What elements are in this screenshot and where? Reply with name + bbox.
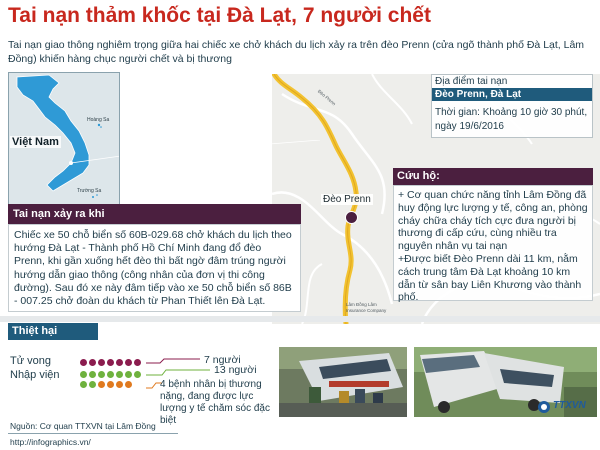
hospital-dot bbox=[107, 381, 114, 388]
death-dot bbox=[134, 359, 141, 366]
accident-photo-1 bbox=[279, 347, 407, 417]
inset-label-hoang-sa: Hoàng Sa bbox=[87, 117, 110, 123]
injury-note: 4 bệnh nhân bị thương nặng, đang được lực lượng y tế chăm sóc đặc biệt bbox=[160, 379, 270, 426]
damage-heading: Thiệt hại bbox=[8, 323, 98, 340]
section-divider bbox=[0, 316, 600, 322]
source-text: Nguồn: Cơ quan TTXVN tại Lâm Đồng bbox=[10, 421, 156, 431]
hospital-dot bbox=[89, 371, 96, 378]
death-dot bbox=[116, 359, 123, 366]
hospital-dot bbox=[107, 371, 114, 378]
hospital-dot bbox=[125, 371, 132, 378]
hotel-label: Lâm Đồng Lâm Insurance Company bbox=[346, 302, 387, 313]
hospital-bracket bbox=[146, 366, 210, 376]
hospital-dot bbox=[125, 381, 132, 388]
hospital-dot bbox=[98, 371, 105, 378]
pin-label: Đèo Prenn bbox=[323, 194, 371, 205]
death-dot bbox=[107, 359, 114, 366]
country-label: Việt Nam bbox=[12, 136, 59, 148]
death-dots bbox=[80, 359, 140, 367]
death-dot bbox=[98, 359, 105, 366]
damage-value-hospital: 13 người bbox=[214, 364, 257, 376]
death-bracket bbox=[146, 358, 200, 364]
death-dot bbox=[80, 359, 87, 366]
location-box bbox=[431, 74, 593, 138]
death-dot bbox=[89, 359, 96, 366]
hospital-dot bbox=[98, 381, 105, 388]
damage-label-deaths: Tử vong bbox=[10, 355, 51, 367]
rescue-text: + Cơ quan chức năng tỉnh Lâm Đồng đã huy động lực lượng y tế, công an, phòng cháy chữa cháy tích cực đưa người bị thương đi cấp cứu, cùng nhiều tra nguyên nhân vụ tai nạn +Được biết Đèo Prenn dài 11 km, nằm cách trung tâm Đà Lạt khoảng 10 km dẫn từ sân bay Liên Khương vào thành phố. bbox=[393, 185, 593, 301]
ttxvn-emblem-icon bbox=[537, 400, 551, 414]
hospital-dot bbox=[134, 371, 141, 378]
hospital-dot bbox=[116, 381, 123, 388]
accident-heading: Tai nạn xảy ra khi bbox=[8, 204, 301, 224]
road-label-deo-prenn: Đèo Prenn bbox=[316, 88, 337, 107]
location-place: Đèo Prenn, Đà Lạt bbox=[432, 88, 592, 101]
damage-label-hospital: Nhập viện bbox=[10, 369, 60, 381]
locator-line bbox=[120, 140, 320, 180]
rescue-heading: Cứu hộ: bbox=[393, 168, 593, 185]
hospital-dot bbox=[89, 381, 96, 388]
source-url[interactable]: http://infographics.vn/ bbox=[10, 437, 91, 447]
footer-divider bbox=[8, 433, 178, 434]
location-time: Thời gian: Khoảng 10 giờ 30 phút, ngày 19/6/2016 bbox=[435, 107, 588, 132]
location-pin-icon bbox=[345, 211, 358, 224]
page-title: Tai nạn thảm khốc tại Đà Lạt, 7 người chết bbox=[8, 4, 431, 27]
hospital-dot bbox=[116, 371, 123, 378]
page-subtitle: Tai nạn giao thông nghiêm trọng giữa hai chiếc xe chở khách du lịch xảy ra trên đèo Prenn (cửa ngõ thành phố Đà Lạt, Lâm Đồng) khiến hàng chục người chết và bị thương bbox=[8, 39, 585, 65]
ttxvn-logo: TTXVN bbox=[537, 400, 595, 414]
accident-text: Chiếc xe 50 chỗ biển số 60B-029.68 chở khách du lịch theo hướng Đà Lạt - Thành phố Hồ Chí Minh đang đổ đèo Prenn, khi gần xuống hết đèo thì bất ngờ đâm trúng người hướng dẫn giao thông (công nhân của đơn vị thi công đường). Sau đó xe này đâm tiếp vào xe 50 chỗ biển số 86B - 007.25 chở đoàn du khách từ Phan Thiết lên Đà Lạt. bbox=[8, 224, 301, 312]
hospital-dot bbox=[80, 371, 87, 378]
death-dot bbox=[125, 359, 132, 366]
hospital-dot bbox=[80, 381, 87, 388]
location-heading: Địa điểm tai nạn bbox=[435, 76, 508, 87]
damage-value-deaths: 7 người bbox=[204, 354, 241, 366]
inset-label-truong-sa: Trường Sa bbox=[77, 188, 102, 194]
